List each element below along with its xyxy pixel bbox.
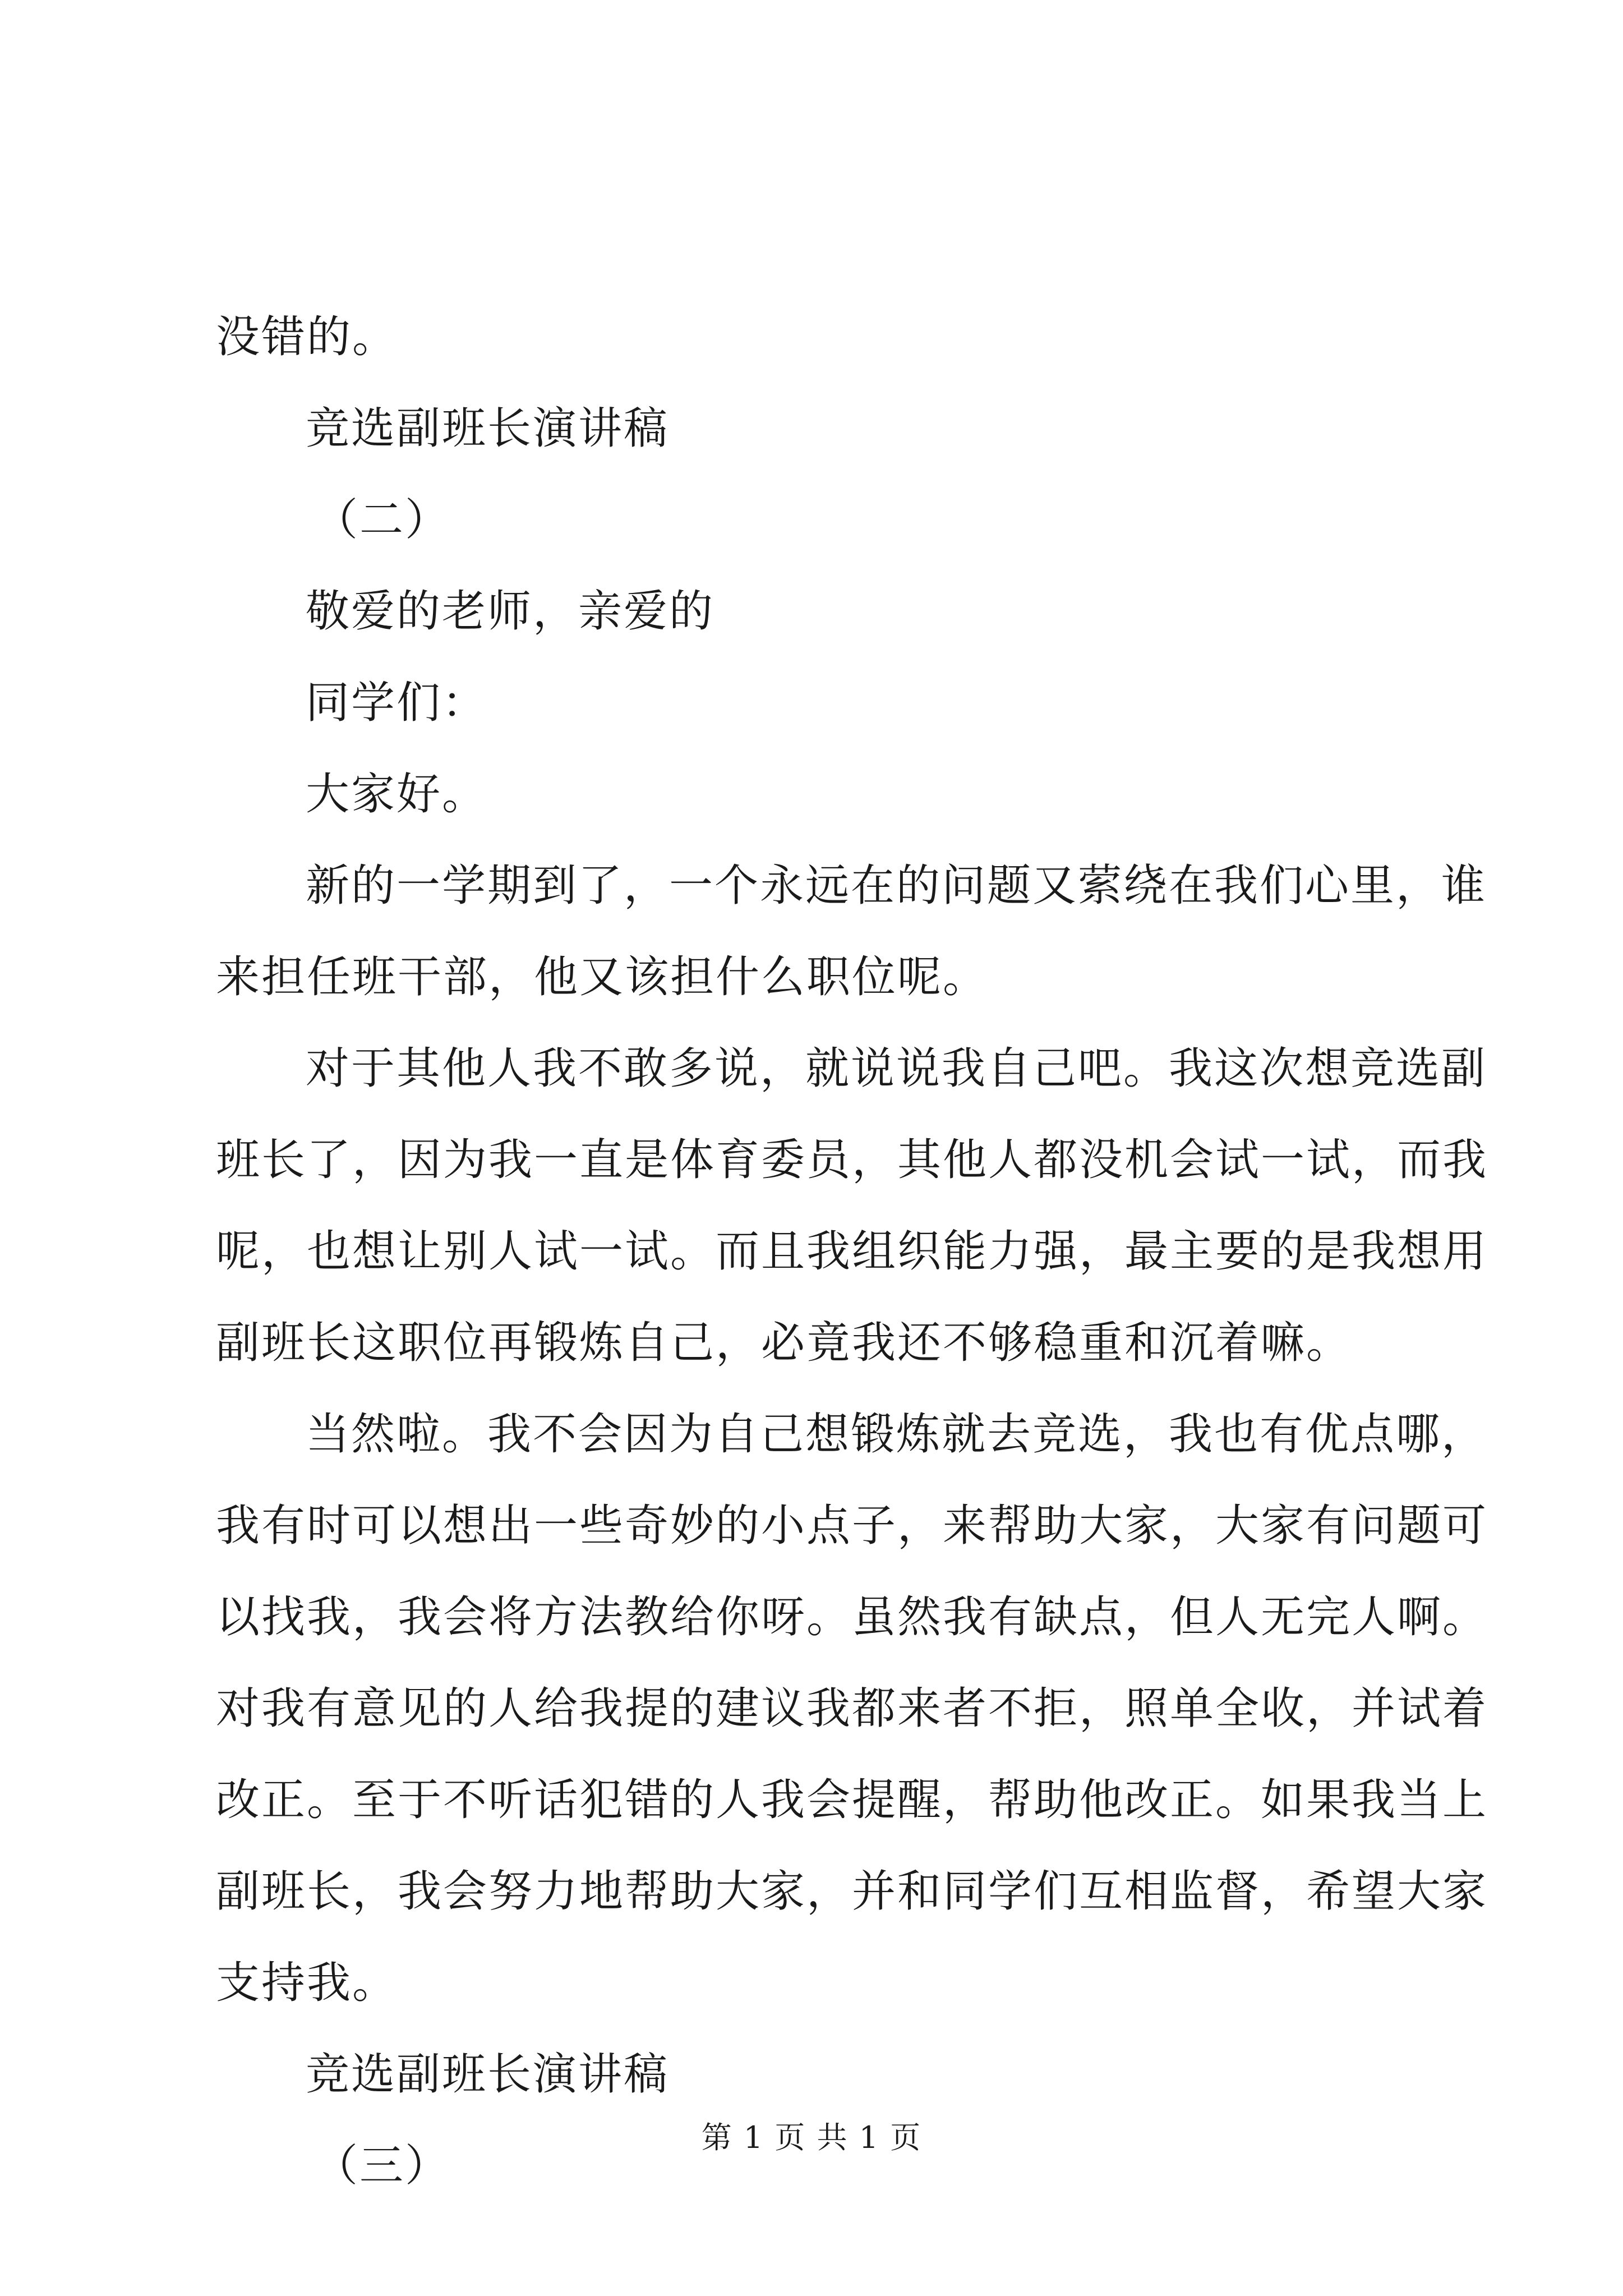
section-number: （三）: [314, 2141, 451, 2191]
text-line: 对于其他人我不敢多说，就说说我自己吧。我这次想竞选副: [306, 1043, 1487, 1094]
salutation: 同学们：: [306, 678, 488, 728]
page-footer: 第 1 页 共 1 页: [701, 2120, 922, 2155]
salutation: 敬爱的老师，亲爱的: [306, 586, 715, 637]
section-heading: 竞选副班长演讲稿: [306, 403, 670, 454]
text-line: 我有时可以想出一些奇妙的小点子，来帮助大家，大家有问题可: [216, 1501, 1488, 1551]
text-line: 新的一学期到了，一个永远在的问题又萦绕在我们心里，谁: [306, 861, 1487, 911]
text-line: 呢，也想让别人试一试。而且我组织能力强，最主要的是我想用: [216, 1226, 1488, 1277]
text-line: 当然啦。我不会因为自己想锻炼就去竞选，我也有优点哪，: [306, 1409, 1487, 1460]
text-line: 对我有意见的人给我提的建议我都来者不拒，照单全收，并试着: [216, 1683, 1488, 1734]
section-heading: 竞选副班长演讲稿: [306, 2049, 670, 2100]
text-line: 来担任班干部，他又该担什么职位呢。: [216, 952, 989, 1002]
text-line: 以找我，我会将方法教给你呀。虽然我有缺点，但人无完人啊。: [216, 1592, 1488, 1642]
text-line: 没错的。: [216, 312, 398, 362]
text-line: 班长了，因为我一直是体育委员，其他人都没机会试一试，而我: [216, 1135, 1488, 1185]
text-line: 副班长这职位再锻炼自己，必竟我还不够稳重和沉着嘛。: [216, 1318, 1352, 1368]
text-line: 副班长，我会努力地帮助大家，并和同学们互相监督，希望大家: [216, 1866, 1488, 1917]
greeting: 大家好。: [306, 769, 488, 820]
section-number: （二）: [314, 495, 451, 545]
text-line: 支持我。: [216, 1958, 398, 2008]
text-line: 改正。至于不听话犯错的人我会提醒，帮助他改正。如果我当上: [216, 1775, 1488, 1825]
document-body: [216, 292, 1488, 2212]
